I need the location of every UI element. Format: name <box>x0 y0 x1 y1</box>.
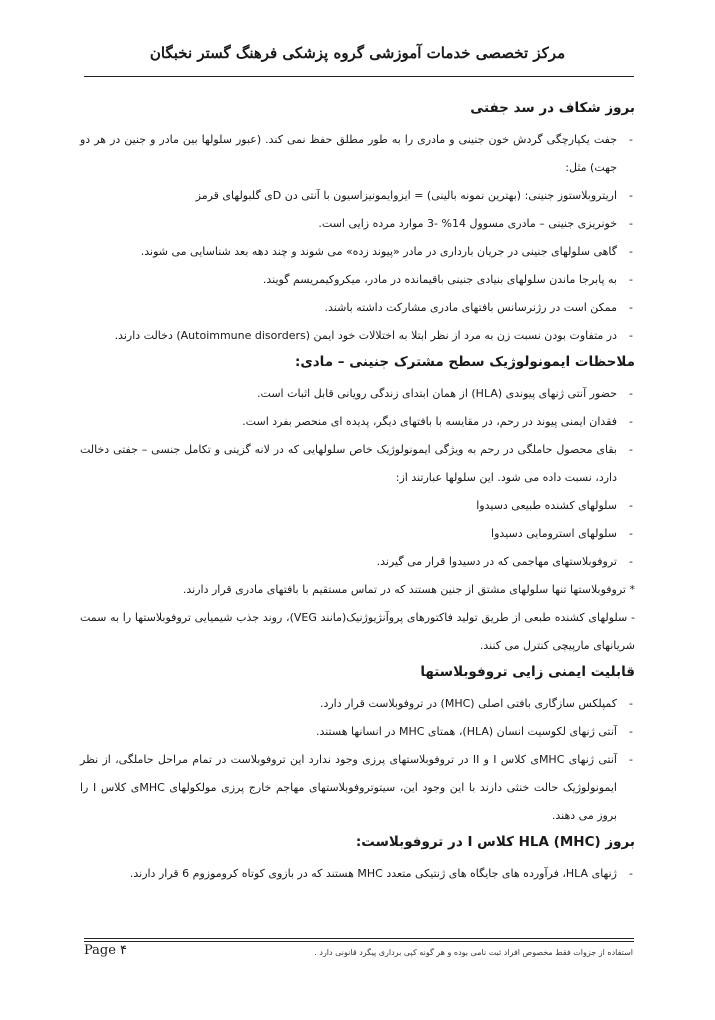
list-item: - تروفوبلاستهای مهاجمی که در دسیدوا قرار می گیرند. <box>80 548 635 576</box>
list-item: - اریتروبلاستوز جنینی: (بهترین نمونه بالینی) = ایزوایمونیزاسیون با آنتی دن Dی گلبولهای قرمز <box>80 182 635 210</box>
page-number: Page ۴ <box>84 943 128 958</box>
section-list-hla-expression <box>80 860 635 888</box>
list-item: - حضور آنتی ژنهای پیوندی (HLA) از همان ابتدای زندگی رویانی قابل اثبات است. <box>80 380 635 408</box>
footer-copyright-note: استفاده از جزوات فقط مخصوص افراد ثبت نامی بوده و هر گونه کپی برداری پیگرد قانونی دارد . <box>314 948 633 957</box>
note-paragraph: - سلولهای کشنده طبعی از طریق تولید فاکتورهای پروآنژیوژنیک(مانند VEG)، روند جذب شیمیایی تروفوبلاستها را به سمت شریانهای مارپیچی کنترل می کنند. <box>80 611 635 652</box>
section-heading-hla-expression: بروز HLA (MHC) کلاس I در تروفوبلاست: <box>355 834 635 850</box>
list-item: - جفت یکپارچگی گردش خون جنینی و مادری را به طور مطلق حفظ نمی کند. (عبور سلولها بین مادر و جنین در هر دو جهت) مثل: <box>80 126 635 182</box>
document-body <box>80 96 635 888</box>
list-item: - ممکن است در رژنرسانس بافتهای مادری مشارکت داشته باشند. <box>80 294 635 322</box>
list-item: - آنتی ژنهای MHCی کلاس I و II در تروفوبلاستهای پرزی وجود ندارد این تروفوبلاست در تمام مراحل حاملگی، از نظر ایمونولوژیک حالت خنثی دارند با این وجود این، سیتوتروفوبلاستهای مهاجم خارج پرزی مولکولهای MHCی کلاس I را بروز می دهند. <box>80 746 635 830</box>
list-item: - فقدان ایمنی پیوند در رحم، در مقایسه با بافتهای دیگر، پدیده ای منحصر بفرد است. <box>80 408 635 436</box>
list-item: - سلولهای استرومایی دسیدوا <box>80 520 635 548</box>
list-item: - به پابرجا ماندن سلولهای بنیادی جنینی باقیمانده در مادر، میکروکیمریسم گویند. <box>80 266 635 294</box>
section-heading-placental-barrier: بروز شکاف در سد جفتی <box>470 100 635 116</box>
footer-divider <box>84 938 634 939</box>
header-divider <box>84 76 634 77</box>
section-list-trophoblast-immunogenicity <box>80 690 635 830</box>
list-item: - کمپلکس سازگاری بافتی اصلی (MHC) در تروفوبلاست قرار دارد. <box>80 690 635 718</box>
section-list-placental-barrier <box>80 126 635 350</box>
list-item: - سلولهای کشنده طبیعی دسیدوا <box>80 492 635 520</box>
list-item: - ژنهای HLA، فرآورده های جایگاه های ژنتیکی متعدد MHC هستند که در بازوی کوتاه کروموزوم 6 قرار دارند. <box>80 860 635 888</box>
section-heading-immunology: ملاحظات ایمونولوژیک سطح مشترک جنینی – مادی: <box>294 354 635 370</box>
note-paragraph: * تروفوبلاستها تنها سلولهای مشتق از جنین هستند که در تماس مستقیم با بافتهای مادری قرار دارند. <box>182 583 635 596</box>
section-heading-trophoblast-immunogenicity: قابلیت ایمنی زایی تروفوبلاستها <box>420 664 635 680</box>
list-item: - گاهی سلولهای جنینی در جریان بارداری در مادر «پیوند زده» می شوند و چند دهه بعد شناسایی می شوند. <box>80 238 635 266</box>
document-header-title: مرکز تخصصی خدمات آموزشی گروه پزشکی فرهنگ گستر نخبگان <box>149 44 566 62</box>
section-list-immunology <box>80 380 635 576</box>
list-item: - بقای محصول حاملگی در رحم به ویژگی ایمونولوژیک خاص سلولهایی که در لانه گزینی و تکامل جنسی – جفتی دخالت دارد، نسبت داده می شود. این سلولها عبارتند از: <box>80 436 635 492</box>
list-item: - خونریزی جنینی – مادری مسوول 14% -3 موارد مرده زایی است. <box>80 210 635 238</box>
footer-divider-secondary <box>84 941 634 942</box>
list-item: - آنتی ژنهای لکوسیت انسان (HLA)، همتای MHC در انسانها هستند. <box>80 718 635 746</box>
list-item: - در متفاوت بودن نسبت زن به مرد از نظر ابتلا به اختلالات خود ایمن (Autoimmune disorders) دخالت دارند. <box>80 322 635 350</box>
